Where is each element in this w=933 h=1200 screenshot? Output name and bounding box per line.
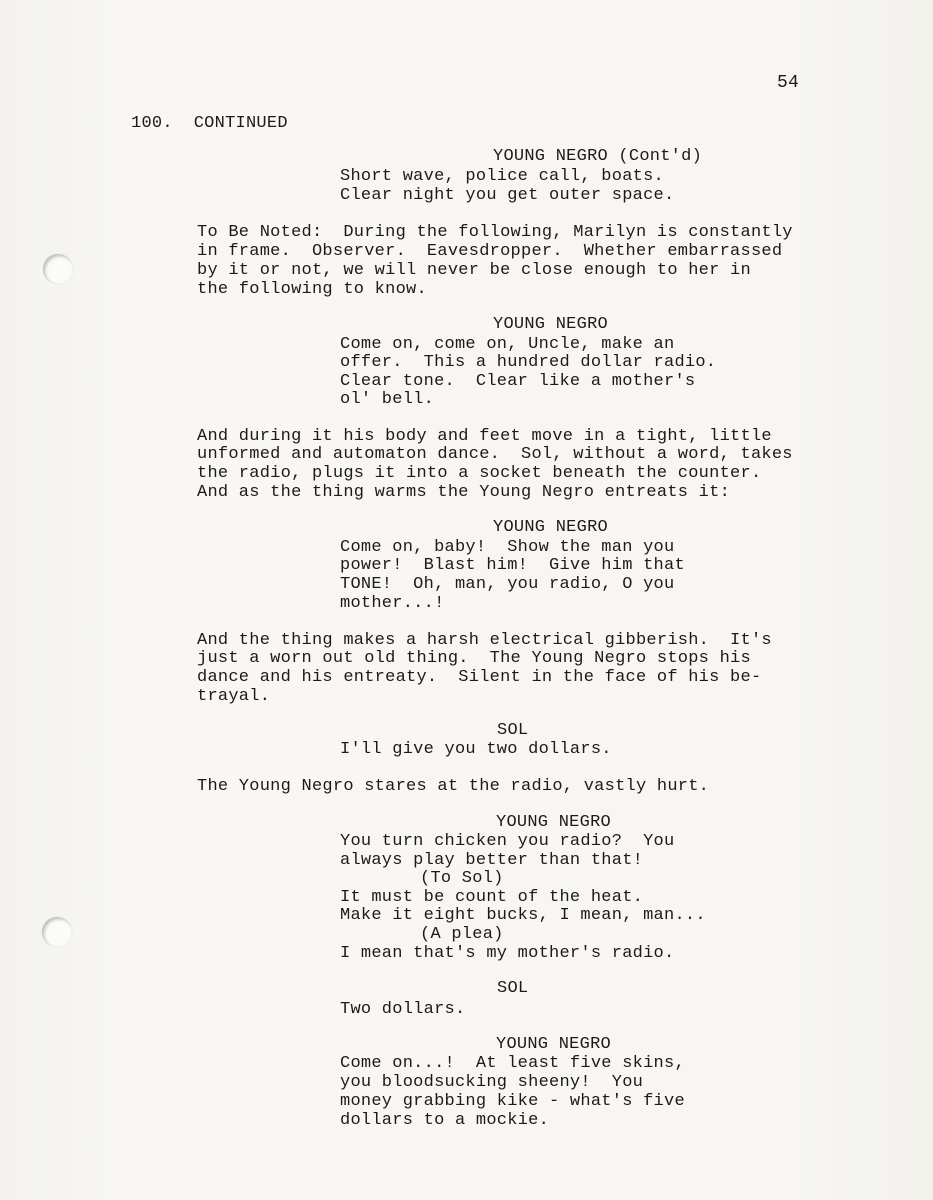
- action-line: And during it his body and feet move in a tight, little: [197, 427, 772, 446]
- dialogue-line: Make it eight bucks, I mean, man...: [340, 906, 706, 925]
- dialogue-line: power! Blast him! Give him that: [340, 556, 685, 575]
- dialogue-line: I mean that's my mother's radio.: [340, 944, 675, 963]
- dialogue-line: offer. This a hundred dollar radio.: [340, 353, 717, 372]
- action-line: by it or not, we will never be close enough to her in: [197, 261, 751, 280]
- action-line: unformed and automaton dance. Sol, without a word, takes: [197, 445, 793, 464]
- action-line: trayal.: [197, 687, 271, 706]
- dialogue-line: you bloodsucking sheeny! You: [340, 1073, 644, 1092]
- action-line: dance and his entreaty. Silent in the face of his be-: [197, 668, 762, 687]
- character-cue: SOL: [497, 979, 529, 998]
- page-number: 54: [777, 73, 800, 93]
- dialogue-line: mother...!: [340, 594, 445, 613]
- character-cue: YOUNG NEGRO: [496, 813, 611, 832]
- character-cue: YOUNG NEGRO: [493, 315, 608, 334]
- parenthetical: (A plea): [420, 925, 504, 944]
- action-line: And the thing makes a harsh electrical gibberish. It's: [197, 631, 772, 650]
- binder-hole-bottom: [42, 917, 72, 947]
- character-cue: YOUNG NEGRO (Cont'd): [493, 147, 703, 166]
- action-line: To Be Noted: During the following, Marilyn is constantly: [197, 223, 793, 242]
- dialogue-line: It must be count of the heat.: [340, 888, 644, 907]
- dialogue-line: ol' bell.: [340, 390, 435, 409]
- action-line: the radio, plugs it into a socket beneath the counter.: [197, 464, 762, 483]
- dialogue-line: Come on, baby! Show the man you: [340, 538, 675, 557]
- dialogue-line: Two dollars.: [340, 1000, 466, 1019]
- dialogue-line: Short wave, police call, boats.: [340, 167, 665, 186]
- binder-hole-top: [43, 254, 73, 284]
- dialogue-line: dollars to a mockie.: [340, 1111, 550, 1130]
- action-line: just a worn out old thing. The Young Negro stops his: [197, 649, 751, 668]
- scene-heading: 100. CONTINUED: [131, 114, 288, 133]
- dialogue-line: always play better than that!: [340, 851, 644, 870]
- dialogue-line: money grabbing kike - what's five: [340, 1092, 685, 1111]
- dialogue-line: Come on...! At least five skins,: [340, 1054, 685, 1073]
- character-cue: YOUNG NEGRO: [493, 518, 608, 537]
- action-line: The Young Negro stares at the radio, vastly hurt.: [197, 777, 710, 796]
- parenthetical: (To Sol): [420, 869, 504, 888]
- dialogue-line: Clear tone. Clear like a mother's: [340, 372, 696, 391]
- dialogue-line: You turn chicken you radio? You: [340, 832, 675, 851]
- dialogue-line: Clear night you get outer space.: [340, 186, 675, 205]
- dialogue-line: Come on, come on, Uncle, make an: [340, 335, 675, 354]
- action-line: And as the thing warms the Young Negro entreats it:: [197, 483, 731, 502]
- action-line: in frame. Observer. Eavesdropper. Whether embarrassed: [197, 242, 783, 261]
- character-cue: YOUNG NEGRO: [496, 1035, 611, 1054]
- character-cue: SOL: [497, 721, 529, 740]
- dialogue-line: I'll give you two dollars.: [340, 740, 612, 759]
- action-line: the following to know.: [197, 280, 427, 299]
- dialogue-line: TONE! Oh, man, you radio, O you: [340, 575, 675, 594]
